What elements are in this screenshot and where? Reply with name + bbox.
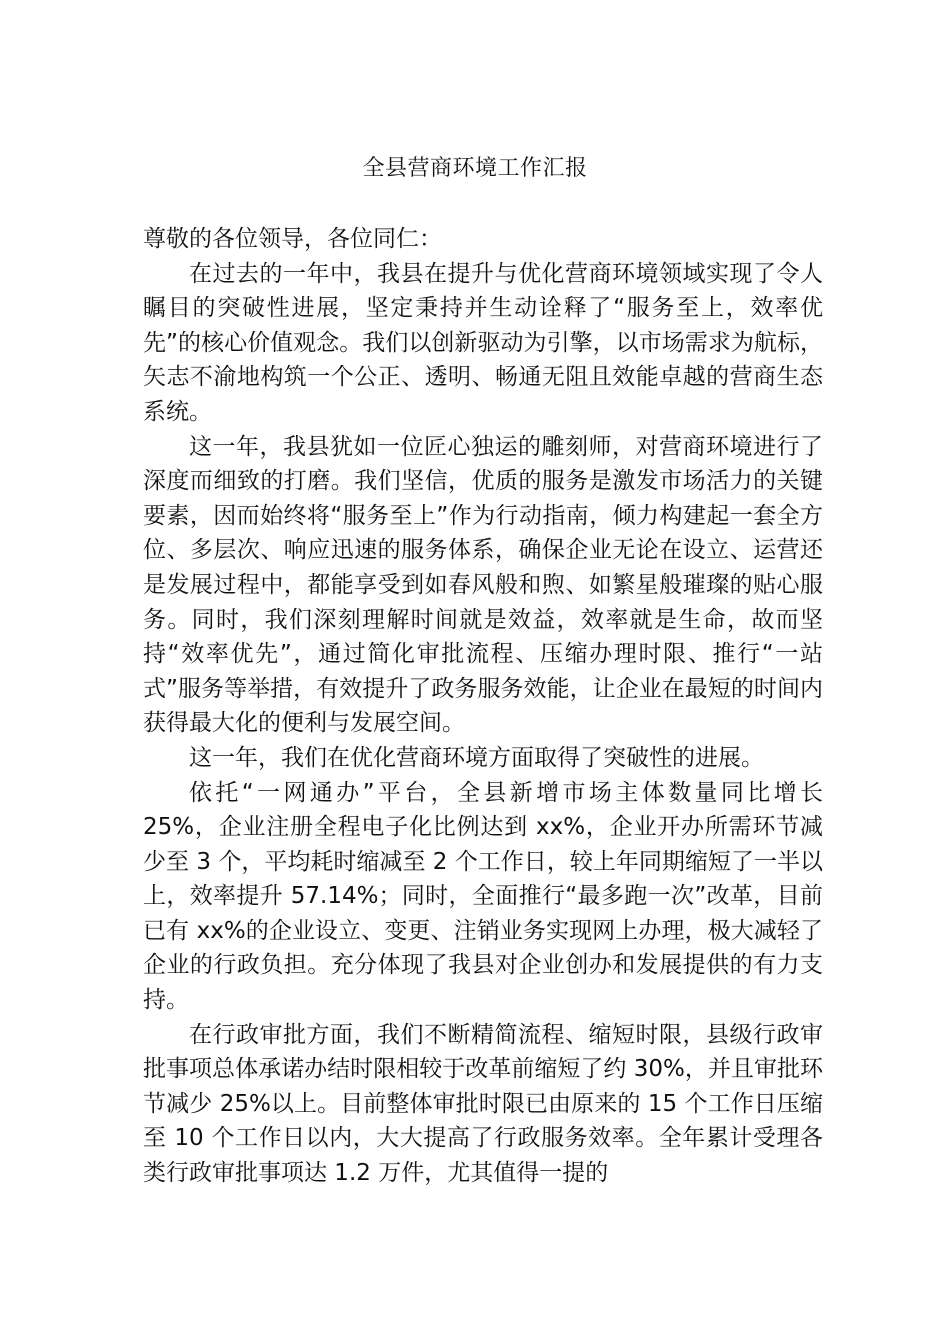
document-body bbox=[143, 222, 823, 1191]
document-title: 全县营商环境工作汇报 bbox=[362, 156, 588, 181]
paragraph-intro: 在过去的一年中，我县在提升与优化营商环境领域实现了令人瞩目的突破性进展，坚定秉持并生动诠释了“服务至上，效率优先”的核心价值观念。我们以创新驱动为引擎，以市场需求为航标，矢志不渝地构筑一个公正、透明、畅通无阻且效能卓越的营商生态系统。 bbox=[143, 260, 823, 425]
paragraph-approval: 在行政审批方面，我们不断精简流程、缩短时限，县级行政审批事项总体承诺办结时限相较于改革前缩短了约 30%，并且审批环节减少 25%以上。目前整体审批时限已由原来的 15 个工作日压缩至 10 个工作日以内，大大提高了行政服务效率。全年累计受理各类行政审批事项达 1.2 万件，尤其值得一提的 bbox=[143, 1021, 823, 1187]
paragraph-progress: 这一年，我们在优化营商环境方面取得了突破性的进展。 bbox=[189, 744, 764, 771]
paragraph-service: 这一年，我县犹如一位匠心独运的雕刻师，对营商环境进行了深度而细致的打磨。我们坚信，优质的服务是激发市场活力的关键要素，因而始终将“服务至上”作为行动指南，倾力构建起一套全方位、多层次、响应迅速的服务体系，确保企业无论在设立、运营还是发展过程中，都能享受到如春风般和煦、如繁星般璀璨的贴心服务。同时，我们深刻理解时间就是效益，效率就是生命，故而坚持“效率优先”，通过简化审批流程、压缩办理时限、推行“一站式”服务等举措，有效提升了政务服务效能，让企业在最短的时间内获得最大化的便利与发展空间。 bbox=[143, 433, 823, 737]
paragraph-one-network: 依托“一网通办”平台，全县新增市场主体数量同比增长 25%，企业注册全程电子化比例达到 xx%，企业开办所需环节减少至 3 个，平均耗时缩减至 2 个工作日，较上年同期缩短了一半以上，效率提升 57.14%；同时，全面推行“最多跑一次”改革，目前已有 xx%的企业设立、变更、注销业务实现网上办理，极大减轻了企业的行政负担。充分体现了我县对企业创办和发展提供的有力支持。 bbox=[143, 779, 823, 1014]
greeting-line: 尊敬的各位领导，各位同仁： bbox=[143, 226, 442, 252]
